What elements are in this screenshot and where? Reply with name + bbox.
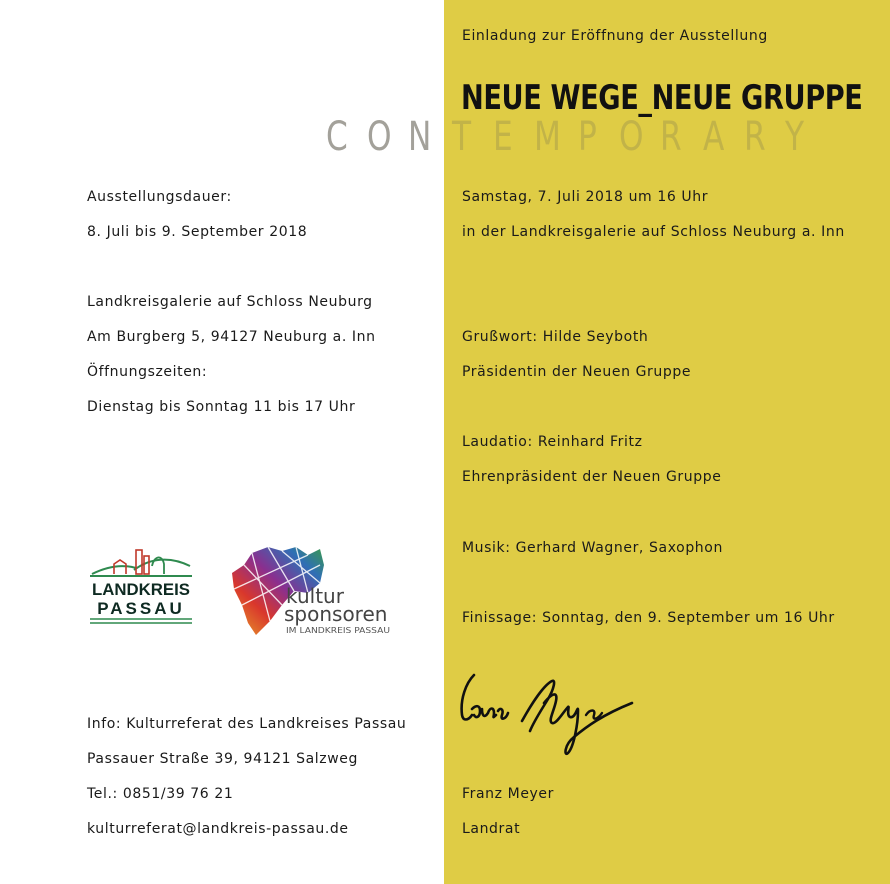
signer-role: Landrat	[462, 821, 521, 837]
contemporary-letter: T	[452, 114, 472, 160]
signature-image	[452, 663, 638, 759]
event-date: Samstag, 7. Juli 2018 um 16 Uhr	[462, 189, 709, 205]
duration-label: Ausstellungsdauer:	[87, 189, 232, 205]
kultur-logo-text: kultur	[286, 584, 344, 608]
contemporary-letter: O	[367, 114, 392, 160]
landkreis-logo-text: LANDKREIS	[92, 580, 190, 599]
contemporary-letter: M	[534, 114, 561, 160]
event-venue: in der Landkreisgalerie auf Schloss Neuburg a. Inn	[462, 224, 845, 240]
contemporary-letter: N	[408, 114, 432, 160]
greeting-role: Präsidentin der Neuen Gruppe	[462, 364, 692, 380]
contemporary-letter: O	[619, 114, 644, 160]
hours-label: Öffnungszeiten:	[87, 364, 208, 380]
music-line: Musik: Gerhard Wagner, Saxophon	[462, 540, 723, 556]
invitation-heading: Einladung zur Eröffnung der Ausstellung	[462, 28, 768, 44]
contact-phone: Tel.: 0851/39 76 21	[87, 786, 234, 802]
contemporary-letter: R	[744, 114, 766, 160]
contemporary-letter: P	[578, 114, 597, 160]
contact-address: Passauer Straße 39, 94121 Salzweg	[87, 751, 358, 767]
contemporary-word	[0, 114, 890, 164]
contemporary-letter: R	[660, 114, 682, 160]
hours-value: Dienstag bis Sonntag 11 bis 17 Uhr	[87, 399, 356, 415]
kultursponsoren-logo	[224, 543, 396, 637]
finissage-line: Finissage: Sonntag, den 9. September um 16 Uhr	[462, 610, 835, 626]
contemporary-letter: C	[326, 114, 348, 160]
contemporary-letter: A	[703, 114, 725, 160]
laudatio-speaker: Laudatio: Reinhard Fritz	[462, 434, 643, 450]
contact-info: Info: Kulturreferat des Landkreises Passau	[87, 716, 407, 732]
venue-name: Landkreisgalerie auf Schloss Neuburg	[87, 294, 373, 310]
contact-email[interactable]: kulturreferat@landkreis-passau.de	[87, 821, 349, 837]
laudatio-role: Ehrenpräsident der Neuen Gruppe	[462, 469, 722, 485]
contemporary-letter: Y	[785, 114, 805, 160]
signer-name: Franz Meyer	[462, 786, 554, 802]
duration-value: 8. Juli bis 9. September 2018	[87, 224, 308, 240]
passau-logo-text: PASSAU	[97, 599, 185, 618]
exhibition-title: NEUE WEGE_NEUE GRUPPE	[461, 78, 863, 118]
sponsoren-logo-text: sponsoren	[284, 602, 388, 626]
venue-address: Am Burgberg 5, 94127 Neuburg a. Inn	[87, 329, 376, 345]
landkreis-passau-small-text: IM LANDKREIS PASSAU	[286, 626, 390, 635]
greeting-speaker: Grußwort: Hilde Seyboth	[462, 329, 649, 345]
landkreis-passau-logo	[88, 544, 194, 628]
contemporary-letter: E	[493, 114, 513, 160]
